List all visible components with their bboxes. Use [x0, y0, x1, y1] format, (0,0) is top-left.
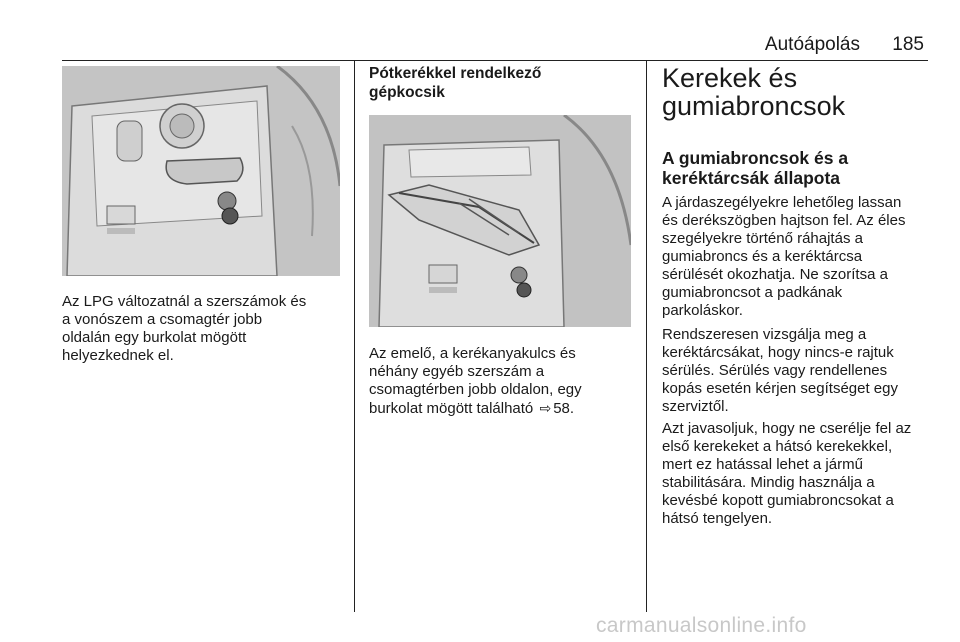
lpg-trunk-illustration — [62, 66, 340, 276]
column-divider-1 — [354, 60, 355, 612]
spare-wheel-caption-text: Az emelő, a kerékanyakulcs és néhány egyéb szerszám a csomagtérben jobb oldalon, egy burkolat mögött található — [369, 345, 582, 417]
arrow-ref-icon: ⇨ — [539, 400, 552, 416]
paragraph-2: Rendszeresen vizsgálja meg a keréktárcsákat, hogy nincs-e rajtuk sérülés. Sérülés vagy rendellenes kopás esetén kérjen segítséget egy szerviztől. — [662, 326, 898, 415]
lpg-caption: Az LPG változatnál a szerszámok és a vonószem a csomagtér jobb oldalán egy burkolat mögött helyezkednek el. — [62, 293, 307, 364]
paragraph-3: Azt javasoljuk, hogy ne cserélje fel az első kerekeket a hátsó kerekekkel, mert ez hatással lehet a jármű stabilitására. Mindig használja a kevésbé kopott gumiabroncsokat a hátsó tengelyen. — [662, 420, 912, 527]
spare-wheel-heading: Pótkerékkel rendelkező gépkocsik — [369, 65, 542, 101]
paragraph-1: A járdaszegélyekre lehetőleg lassan és derékszögben hajtson fel. Az éles szegélyekre történő ráhajtás a gumiabroncs és a keréktárcsa sérülését okozhatja. Ne szorítsa a gumiabroncsot a padkának parkoláskor. — [662, 194, 906, 319]
header-rule — [62, 60, 928, 61]
page-header-title: Autóápolás — [764, 34, 860, 55]
section-title: Kerekek és gumiabroncsok — [662, 63, 846, 121]
column-divider-2 — [646, 60, 647, 612]
watermark: carmanualsonline.info — [596, 614, 807, 637]
page-number: 185 — [892, 34, 924, 55]
spare-wheel-caption — [369, 345, 639, 418]
subsection-title: A gumiabroncsok és a keréktárcsák állapota — [662, 148, 849, 188]
spare-wheel-trunk-illustration — [369, 115, 631, 327]
page-reference[interactable]: 58. — [553, 400, 575, 417]
